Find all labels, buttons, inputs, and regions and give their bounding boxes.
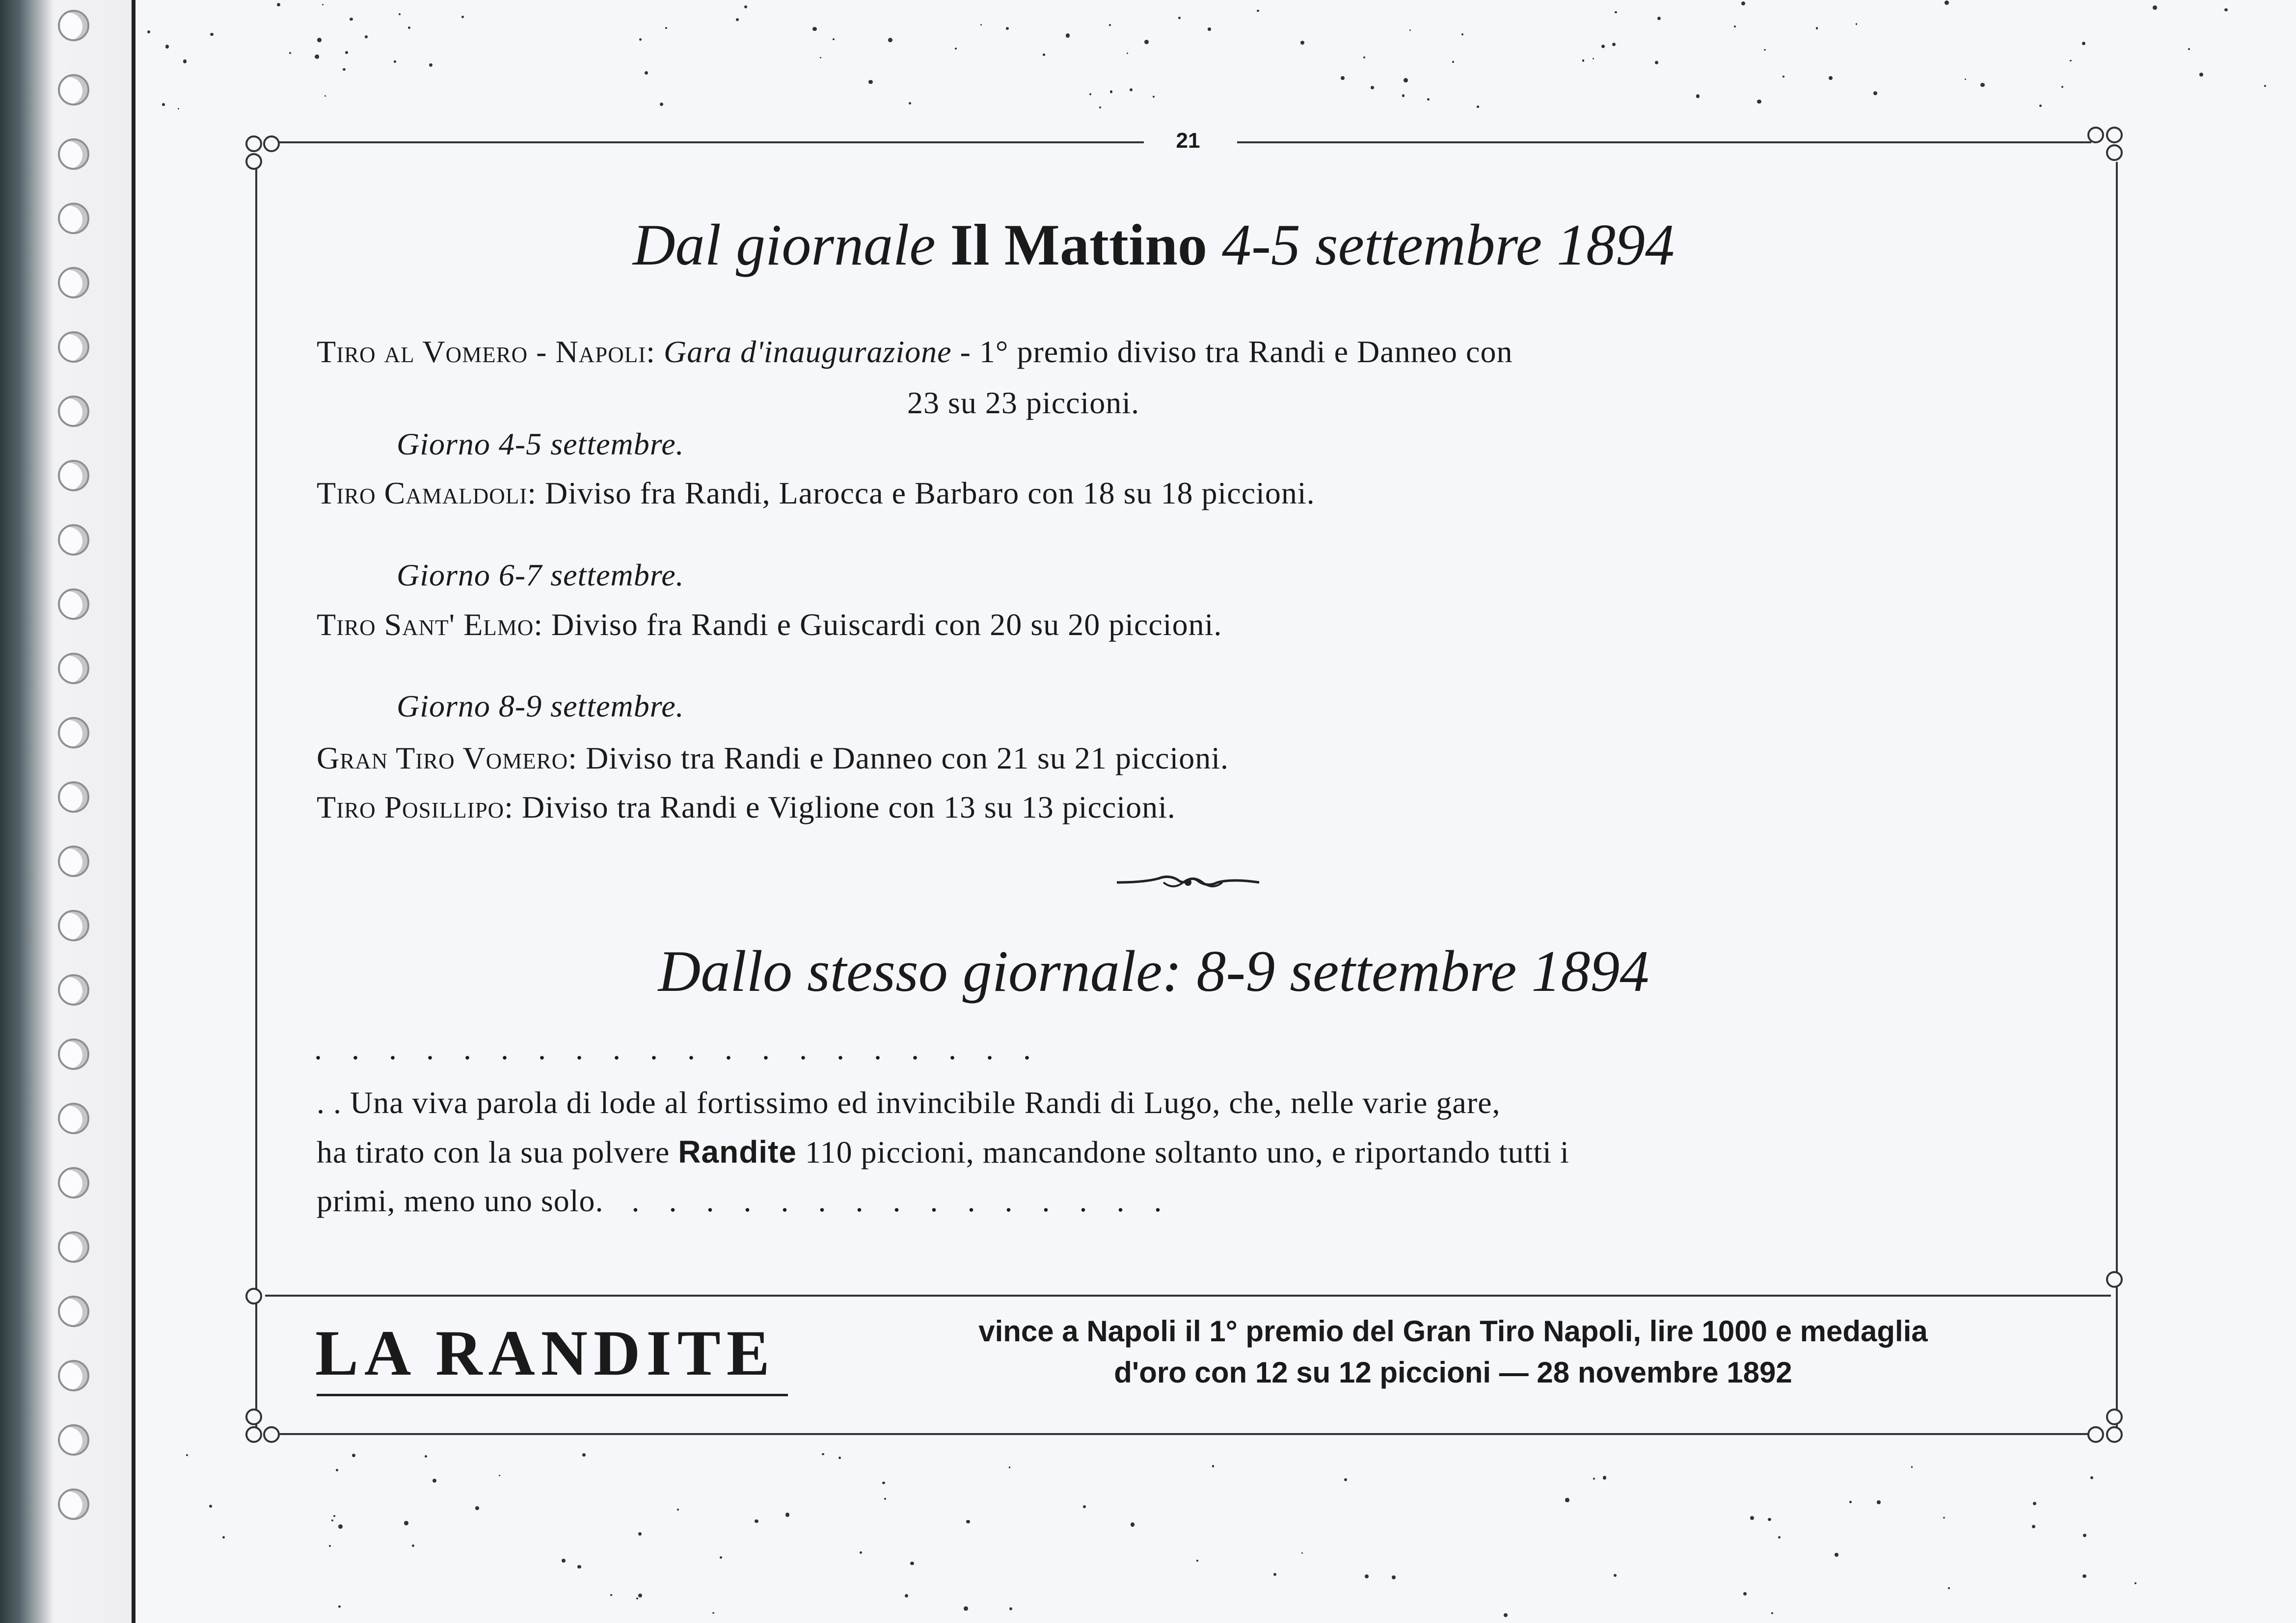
speck [1009,1607,1012,1610]
speck [1601,45,1605,48]
speck [720,1556,722,1559]
dotted-leader: .................... [314,1031,1060,1066]
speck [162,103,164,106]
speck [1212,1465,1214,1467]
speck [1427,98,1430,101]
speck [183,59,187,63]
binding-hole [58,588,89,620]
speck [1835,1553,1838,1556]
speck [1771,1612,1773,1614]
speck [1409,29,1411,31]
frame-bottom-rule [280,1433,2096,1435]
day-heading: Giorno 6-7 settembre. [397,558,684,592]
speck [785,1513,790,1517]
speck [408,27,410,29]
speck [1612,43,1616,46]
speck [394,60,396,62]
binding-hole [58,974,89,1006]
speck [712,1612,714,1614]
corner-ornament-icon [2106,1426,2123,1443]
page-number: 21 [1176,129,1200,153]
speck [1783,76,1784,78]
speck [1089,93,1091,95]
speck [1301,1552,1303,1554]
venue-name: Gran Tiro Vomero [317,741,568,775]
speck [1341,76,1345,80]
frame-divider-rule [265,1295,2111,1297]
result-sant-elmo: Tiro Sant' Elmo: Diviso fra Randi e Guiscardi con 20 su 20 piccioni. [317,607,1222,642]
venue-name: Tiro Camaldoli [317,476,528,510]
binding-hole [58,1424,89,1456]
result-text: - 1° premio diviso tra Randi e Danneo con [960,334,1513,369]
speck [461,16,464,18]
speck [343,68,346,71]
speck [1461,33,1463,35]
speck [2033,1502,2036,1505]
corner-ornament-icon [2106,1271,2123,1288]
binding-hole [58,138,89,170]
speck [186,1454,188,1456]
speck [610,1594,612,1596]
speck [329,1545,331,1547]
result-camaldoli: Tiro Camaldoli: Diviso fra Randi, Larocca e Barbaro con 18 su 18 piccioni. [317,476,1315,510]
speck [868,80,873,84]
speck [2070,60,2072,62]
binding-hole [58,396,89,427]
speck [1504,1613,1508,1617]
speck [1778,1536,1781,1539]
result-text: Diviso fra Randi, Larocca e Barbaro con 18 su 18 piccioni. [545,476,1315,510]
speck [404,1521,408,1525]
corner-ornament-icon [263,1426,280,1443]
speck [1603,1476,1606,1479]
speck [475,1506,479,1510]
speck [638,1532,642,1536]
result-posillipo: Tiro Posillipo: Diviso tra Randi e Viglione con 13 su 13 piccioni. [317,790,1176,825]
binding-hole [58,460,89,491]
speck [2153,5,2157,10]
frame-left-rule [255,162,257,1428]
binding-hole [58,1489,89,1520]
result-gran-tiro-vomero: Gran Tiro Vomero: Diviso tra Randi e Danneo con 21 su 21 piccioni. [317,741,1229,775]
speck [1477,106,1479,107]
speck [736,18,739,21]
speck [1816,27,1818,29]
speck [1131,1522,1134,1526]
speck [165,45,169,49]
speck [1911,1466,1913,1467]
headline-mattino [295,211,2013,279]
vignette-ornament-icon [1114,868,1262,897]
day-heading: Giorno 4-5 settembre. [397,426,684,461]
speck [429,63,432,67]
speck [1582,59,1585,62]
speck [1743,1592,1747,1596]
speck [1371,86,1374,89]
corner-ornament-icon [245,135,262,152]
speck [838,1457,841,1459]
footer-underline [317,1394,788,1396]
event-name: Gara d'inaugurazione [663,334,952,369]
speck [1655,61,1658,64]
binding-hole [58,1038,89,1070]
venue-name: Tiro Posillipo [317,790,505,825]
speck [964,1606,968,1611]
paragraph-text: ha tirato con la sua polvere [317,1135,670,1170]
speck [352,1454,355,1457]
speck [966,1520,970,1524]
speck [833,38,835,40]
binding-hole [58,1231,89,1263]
corner-ornament-icon [245,1288,262,1304]
speck [338,1524,343,1529]
speck [1153,96,1155,98]
speck [2032,1525,2035,1528]
frame-right-rule [2116,162,2118,1428]
venue-name: Tiro al Vomero - Napoli [317,334,647,369]
headline-masthead: Il Mattino [950,212,1207,277]
binding-hole [58,1103,89,1134]
binding-hole [58,653,89,684]
corner-ornament-icon [2106,1409,2123,1425]
speck [1402,94,1405,97]
speck [582,1453,586,1457]
speck [333,1515,335,1517]
speck [1849,1501,1852,1503]
speck [209,1505,212,1508]
speck [1948,1587,1950,1589]
paragraph-line [317,1183,1191,1219]
corner-ornament-icon [2087,1426,2104,1443]
speck [1196,1560,1198,1562]
speck [677,1509,679,1511]
speck [1856,23,1858,25]
speck [1615,11,1617,13]
speck [1873,91,1877,95]
binding-hole [58,524,89,556]
speck [315,55,318,58]
day-heading: Giorno 8-9 settembre. [397,689,684,723]
result-tiro-vomero: Tiro al Vomero - Napoli: Gara d'inaugurazione - 1° premio diviso tra Randi e Danneo con [317,334,1513,369]
corner-ornament-icon [2087,127,2104,143]
footer-line: vince a Napoli il 1° premio del Gran Tiro Napoli, lire 1000 e medaglia [978,1315,1928,1348]
result-text: Diviso fra Randi e Guiscardi con 20 su 20 piccioni. [551,607,1222,642]
binding-hole [58,331,89,363]
binding-hole [58,910,89,941]
frame-top-rule-right [1237,141,2091,143]
speck [1257,10,1259,12]
result-text: Diviso tra Randi e Danneo con 21 su 21 piccioni. [586,741,1229,775]
speck [1404,78,1408,82]
speck [1452,61,1454,63]
binding-hole [58,781,89,813]
result-text: Diviso tra Randi e Viglione con 13 su 13 piccioni. [521,790,1176,825]
binding-hole [58,74,89,106]
headline-date: 4-5 settembre 1894 [1221,212,1675,277]
paragraph-line: . . Una viva parola di lode al fortissimo ed invincibile Randi di Lugo, che, nelle varie gare, [317,1085,1501,1120]
speck [910,1562,914,1565]
binding-hole [58,846,89,877]
corner-ornament-icon [245,1426,262,1443]
headline-prefix: Dal giornale [633,212,936,277]
speck [562,1559,566,1563]
speck [1208,27,1211,30]
binding-hole [58,203,89,234]
speck [2264,85,2266,87]
speck [1565,1498,1569,1502]
speck [499,1475,500,1476]
binding-hole [58,267,89,298]
speck [1980,83,1985,87]
speck [882,1482,885,1485]
speck [1006,27,1009,30]
speck [888,38,892,42]
corner-ornament-icon [2106,127,2123,143]
speck [755,1519,758,1523]
speck [1127,53,1128,54]
corner-ornament-icon [245,153,262,170]
corner-ornament-icon [2106,144,2123,161]
binding-hole [58,1167,89,1198]
binding-hole [58,717,89,748]
randite-brand: Randite [678,1134,797,1170]
speck [1593,1478,1595,1480]
speck [1877,1500,1881,1504]
speck [2199,73,2203,77]
binding-edge [132,0,135,1623]
binding-hole [58,1360,89,1391]
speck [147,30,150,33]
speck [1657,17,1661,20]
speck [289,52,291,54]
result-continuation: 23 su 23 piccioni. [907,385,1140,420]
speck [432,1479,436,1483]
paragraph-text: primi, meno uno solo. [317,1183,604,1218]
speck [317,38,322,42]
speck [350,18,353,21]
speck [365,35,367,38]
binding-hole [58,1296,89,1327]
speck [1750,1516,1754,1520]
paragraph-line [317,1134,1569,1171]
speck [822,1453,824,1456]
dotted-leader: ............... [631,1183,1191,1218]
speck [1109,24,1111,26]
speck [336,1469,338,1471]
speck [1043,53,1045,55]
corner-ornament-icon [245,1409,262,1425]
speck [178,108,179,109]
speck [1344,1478,1347,1481]
binding-hole [58,10,89,41]
speck [1945,0,1949,5]
headline-same-paper: Dallo stesso giornale: 8-9 settembre 1894 [658,938,1649,1004]
footer-line: d'oro con 12 su 12 piccioni — 28 novembre 1892 [1114,1356,1792,1389]
speck [905,1594,908,1597]
speck [2083,1534,2086,1537]
footer-brand: LA RANDITE [315,1317,776,1389]
venue-name: Tiro Sant' Elmo [317,607,534,642]
speck [639,38,642,41]
speck [1734,26,1736,27]
speck [345,51,348,54]
paragraph-text: 110 piccioni, mancandone soltanto uno, e riportando tutti i [805,1135,1569,1170]
speck [1764,49,1765,51]
speck [638,1594,642,1597]
speck [2224,8,2227,11]
frame-top-rule-left [275,141,1144,143]
corner-ornament-icon [263,135,280,152]
speck [577,1565,581,1569]
speck [399,13,401,15]
speck [1392,1575,1396,1579]
